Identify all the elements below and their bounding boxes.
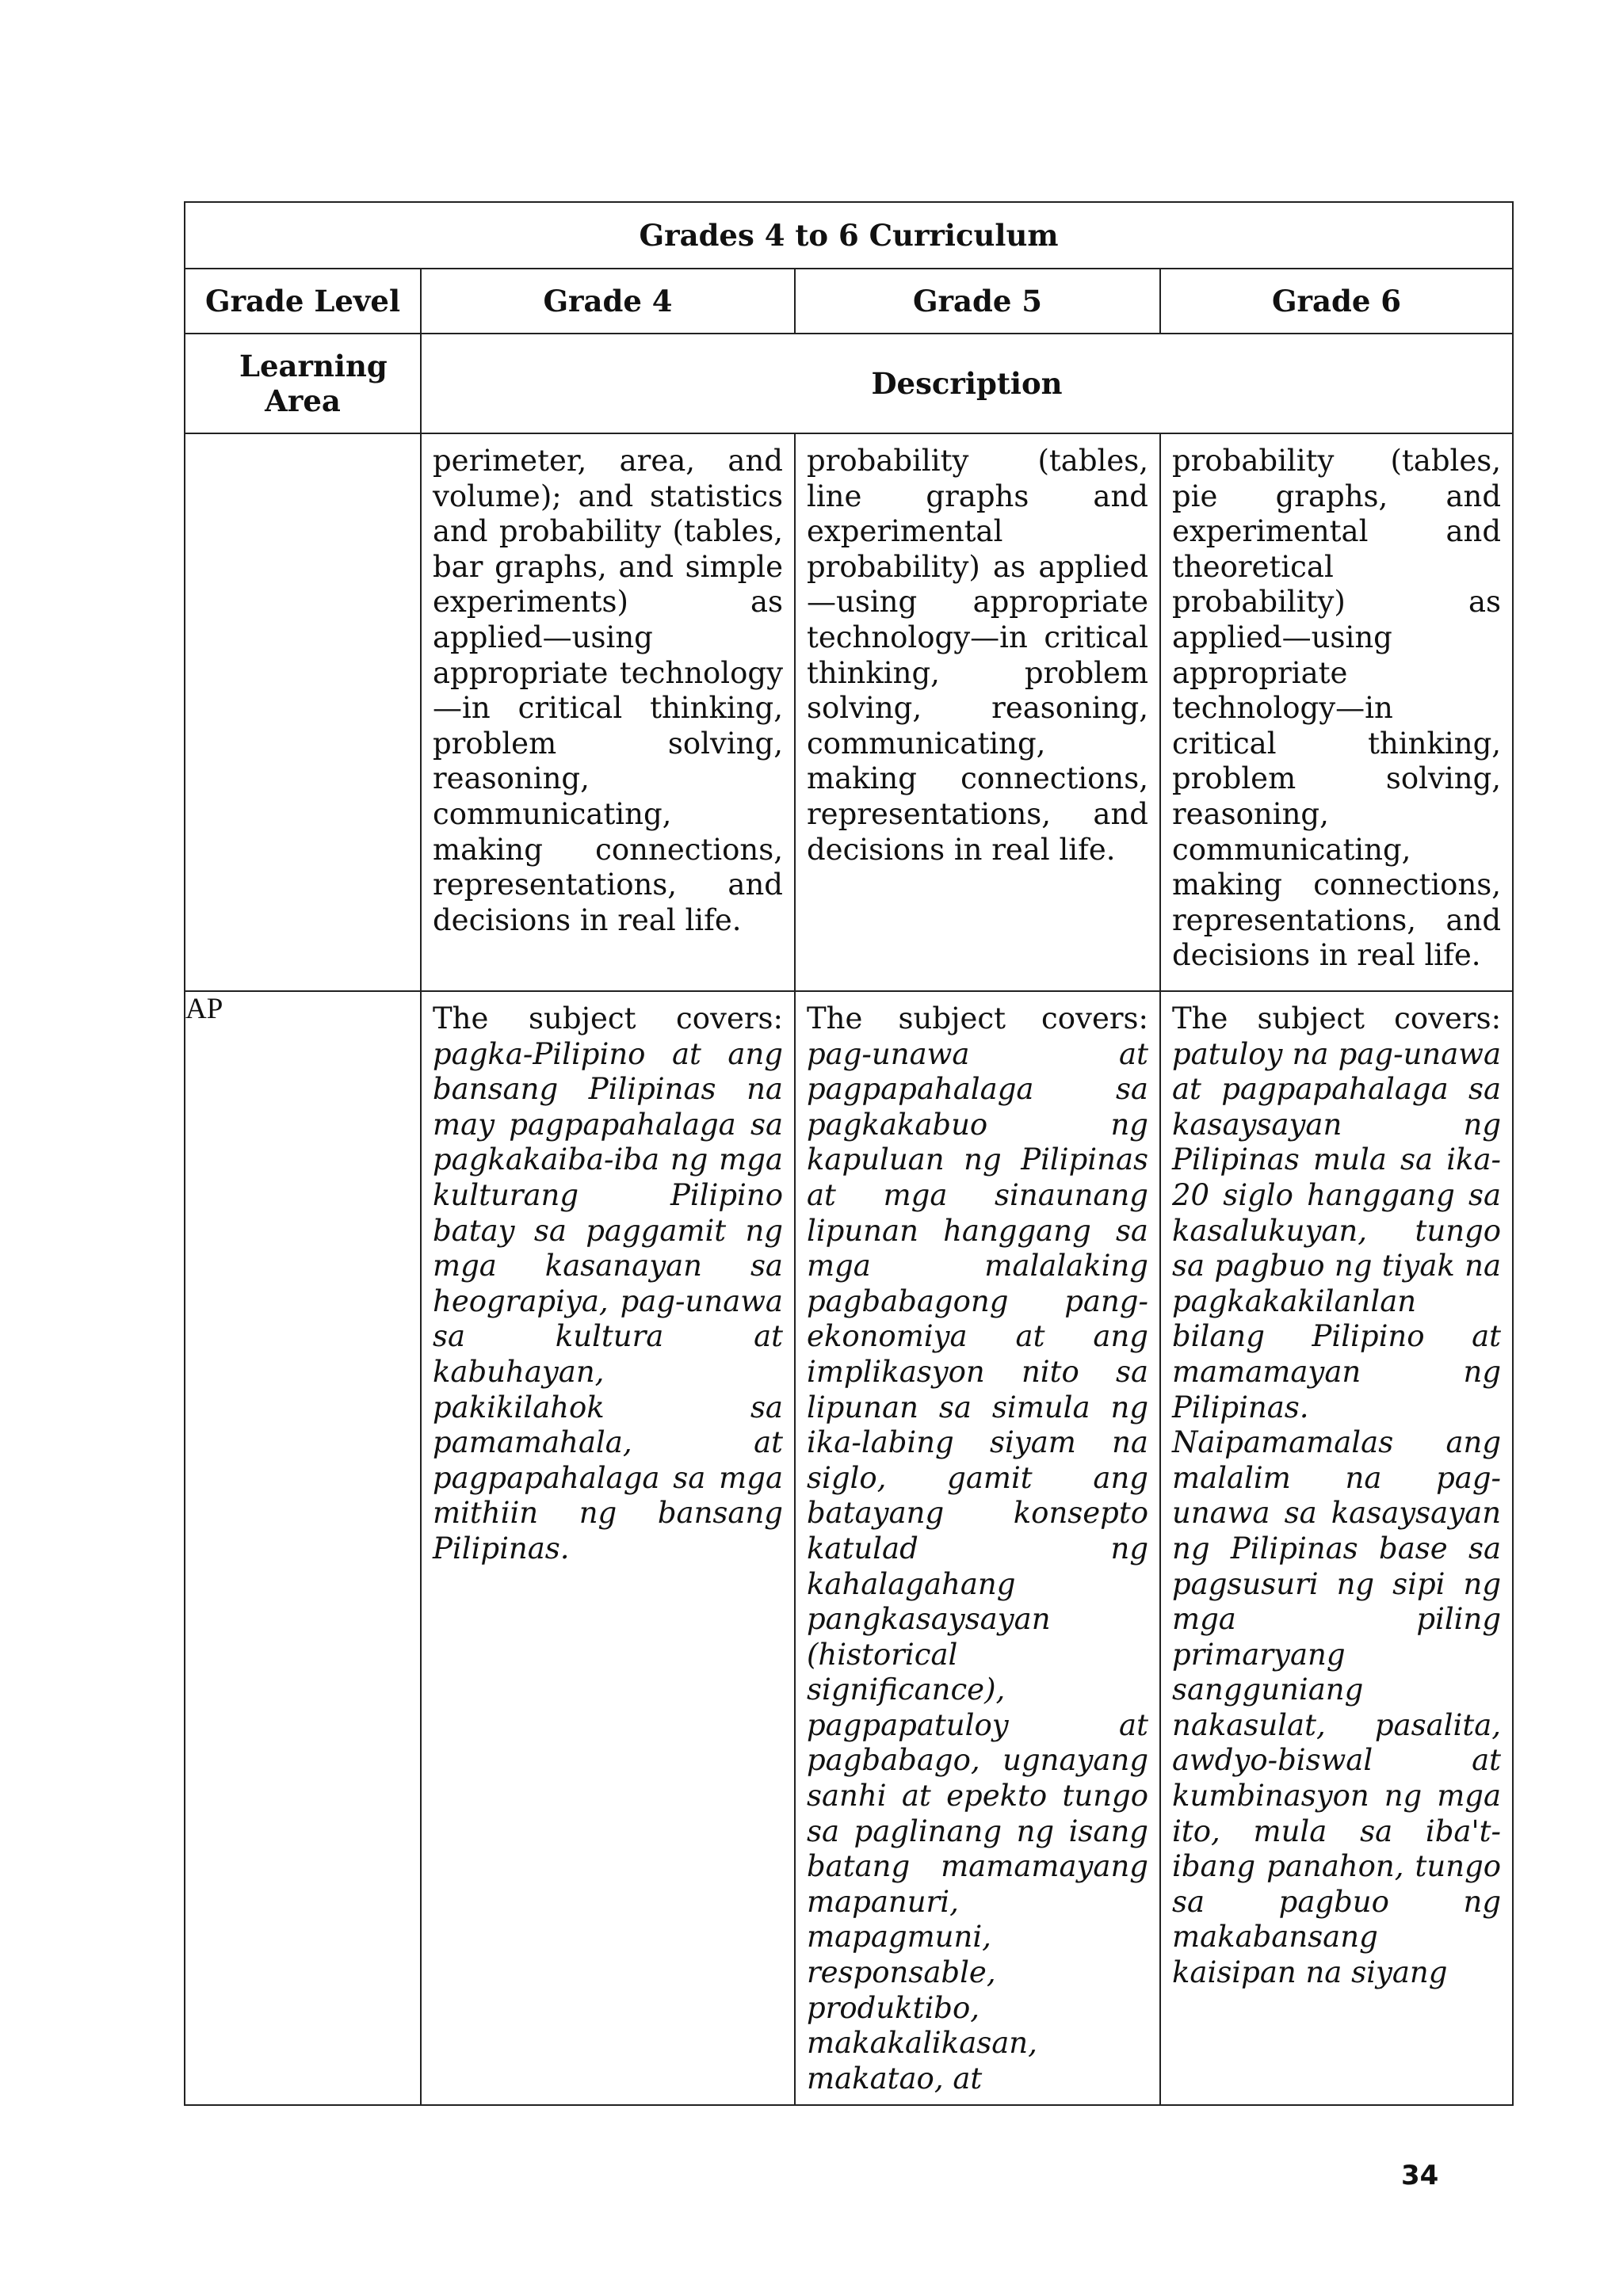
curriculum-table bbox=[184, 201, 1514, 2106]
grade4-text: perimeter, area, and volume); and statistics and probability (tables, bar graphs, and simple experiments) as applied—using appropriate technology—in critical thinking, problem solving, reasoning, communicating, making connections, representations, and decisions in real life. bbox=[433, 444, 783, 937]
learning-area-cell: AP bbox=[185, 991, 421, 2105]
header-learning-area bbox=[185, 334, 421, 433]
header-grade-5: Grade 5 bbox=[795, 269, 1160, 334]
grade5-text: probability (tables, line graphs and experimental probability) as applied—using appropriate technology—in critical thinking, problem solving, reasoning, communicating, making connections, representations, and decisions in real life. bbox=[807, 444, 1148, 867]
grade4-cell bbox=[421, 433, 795, 991]
header-description: Description bbox=[421, 334, 1513, 433]
table-row bbox=[185, 433, 1513, 991]
subject-covers-lead: The subject covers: bbox=[1172, 1001, 1502, 1035]
header-grade-level: Grade Level bbox=[185, 269, 421, 334]
table-title: Grades 4 to 6 Curriculum bbox=[185, 202, 1513, 269]
learning-area-cell bbox=[185, 433, 421, 991]
grade4-cell bbox=[421, 991, 795, 2105]
grade5-text: pag-unawa at pagpapahalaga sa pagkakabuo ng kapuluan ng Pilipinas at mga sinaunang lipunan hanggang sa mga malalaking pagbabagong pang-ekonomiya at ang implikasyon nito sa lipunan sa simula ng ika-labing siyam na siglo, gamit ang batayang konsepto katulad ng kahalagahang pangkasaysayan (historical significance), pagpapatuloy at pagbabago, ugnayang sanhi at epekto tungo sa paglinang ng isang batang mamamayang mapanuri, mapagmuni, responsable, produktibo, makakalikasan, makatao, at bbox=[807, 1036, 1148, 2096]
subject-covers-lead: The subject covers: bbox=[807, 1001, 1148, 1035]
header-grade-4: Grade 4 bbox=[421, 269, 795, 334]
page-number: 34 bbox=[1401, 2160, 1439, 2191]
grade6-text: patuloy na pag-unawa at pagpapahalaga sa kasaysayan ng Pilipinas mula sa ika-20 siglo hanggang sa kasalukuyan, tungo sa pagbuo ng tiyak na pagkakakilanlan bilang Pilipino at mamamayan ng Pilipinas. Naipamamalas ang malalim na pag-unawa sa kasaysayan ng Pilipinas base sa pagsusuri ng sipi ng mga piling primaryang sangguniang nakasulat, pasalita, awdyo-biswal at kumbinasyon ng mga ito, mula sa iba't-ibang panahon, tungo sa pagbuo ng makabansang kaisipan na siyang bbox=[1172, 1036, 1502, 1990]
grade5-cell bbox=[795, 991, 1160, 2105]
grade6-cell bbox=[1160, 991, 1513, 2105]
grade5-cell bbox=[795, 433, 1160, 991]
grade6-text: probability (tables, pie graphs, and experimental and theoretical probability) as applied—using appropriate technology—in critical thinking, problem solving, reasoning, communicating, making connections, representations, and decisions in real life. bbox=[1172, 444, 1502, 973]
grade6-cell bbox=[1160, 433, 1513, 991]
header-grade-6: Grade 6 bbox=[1160, 269, 1513, 334]
grade4-text: pagka-Pilipino at ang bansang Pilipinas na may pagpapahalaga sa pagkakaiba-iba ng mga kulturang Pilipino batay sa paggamit ng mga kasanayan sa heograpiya, pag-unawa sa kultura at kabuhayan, pakikilahok sa pamamahala, at pagpapahalaga sa mga mithiin ng bansang Pilipinas. bbox=[433, 1036, 783, 1566]
subject-covers-lead: The subject covers: bbox=[433, 1001, 783, 1035]
table-row bbox=[185, 991, 1513, 2105]
learning-area-label: Learning Area bbox=[239, 349, 388, 418]
